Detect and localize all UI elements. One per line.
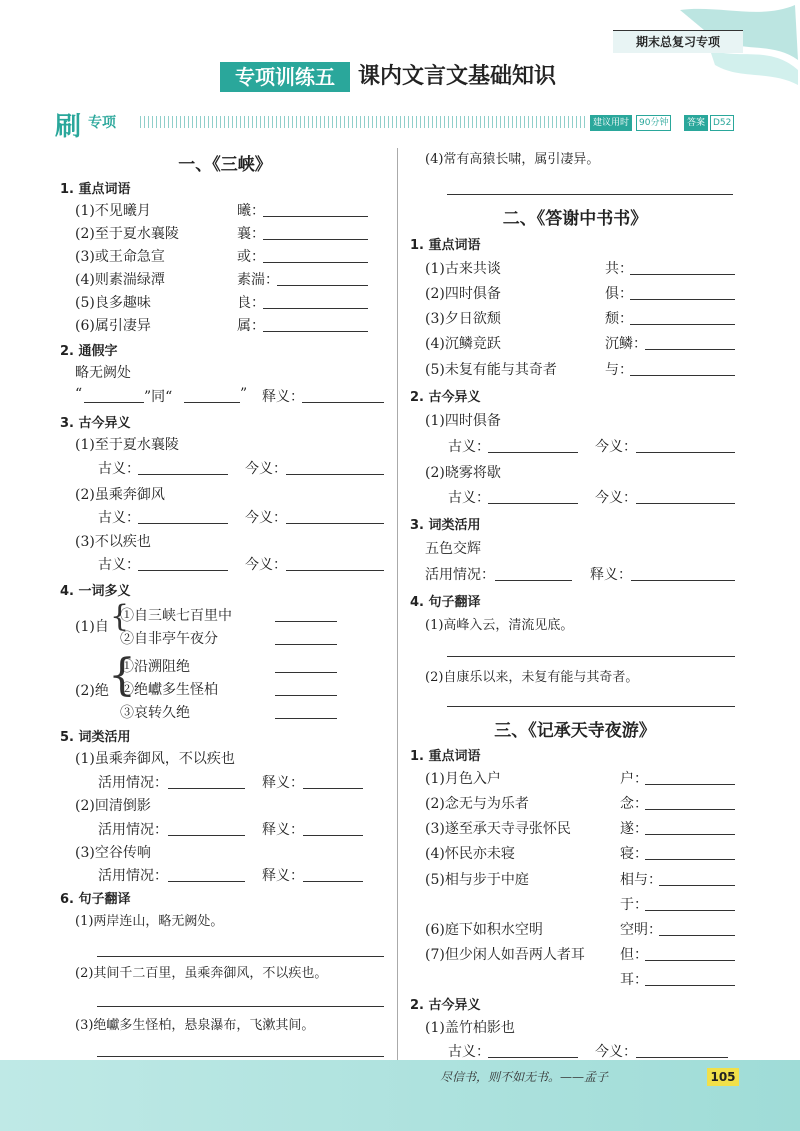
answer-line[interactable] (184, 402, 240, 403)
answer-line[interactable] (636, 452, 735, 453)
fanyi-question: (1)高峰入云，清流见底。 (425, 618, 574, 633)
word-key: 俱： (605, 286, 633, 302)
word-key: 于： (620, 897, 648, 913)
answer-line[interactable] (263, 239, 368, 240)
word-key: 户： (620, 771, 648, 787)
yici-item: ②绝巘多生怪柏 (120, 682, 218, 698)
yici-item: ①自三峡七百里中 (120, 608, 232, 624)
heading-gujin: 2. 古今异义 (410, 390, 481, 405)
footer-bar (0, 1060, 800, 1131)
answer-line[interactable] (97, 1006, 384, 1007)
word-key: 耳： (620, 972, 648, 988)
word-key: 或： (237, 249, 265, 265)
huoyong-question: (3)空谷传响 (75, 845, 151, 861)
answer-line[interactable] (168, 881, 245, 882)
yici-item: ③哀转久绝 (120, 705, 190, 721)
jin-label: 今义： (595, 1044, 637, 1060)
huoyong-sentence: 五色交辉 (425, 541, 481, 557)
word-key: 素湍： (237, 272, 279, 288)
answer-line[interactable] (630, 274, 735, 275)
answer-line[interactable] (636, 503, 735, 504)
word-question: (3)遂至承天寺寻张怀民 (425, 821, 571, 837)
brace: { (108, 650, 136, 701)
heading-key-words: 1. 重点词语 (410, 238, 481, 253)
shiyi-label: 释义： (262, 775, 304, 791)
answer-line[interactable] (636, 1057, 728, 1058)
page-title: 课内文言文基础知识 (358, 64, 557, 89)
answer-line[interactable] (97, 956, 384, 957)
answer-line[interactable] (645, 784, 735, 785)
answer-line[interactable] (631, 580, 735, 581)
answer-line[interactable] (263, 262, 368, 263)
heading-huoyong: 3. 词类活用 (410, 518, 481, 533)
word-question: (3)夕日欲颓 (425, 311, 501, 327)
word-key: 与： (605, 362, 633, 378)
jin-label: 今义： (245, 557, 287, 573)
heading-key-words: 1. 重点词语 (410, 749, 481, 764)
answer-line[interactable] (275, 672, 337, 673)
time-value: 90分钟 (636, 115, 671, 131)
huoyong-question: (2)回清倒影 (75, 798, 151, 814)
yici-label: (1)自 (75, 619, 109, 635)
brush-subtitle: 专项 (88, 115, 116, 131)
huoyong-qk-label: 活用情况： (425, 567, 495, 583)
fanyi-question: (4)常有高猿长啸，属引凄异。 (425, 152, 600, 167)
tongjia-sentence: 略无阙处 (75, 365, 131, 381)
gu-label: 古义： (98, 461, 140, 477)
answer-line[interactable] (630, 299, 735, 300)
answer-line[interactable] (275, 644, 337, 645)
fanyi-question: (2)自康乐以来，未复有能与其奇者。 (425, 670, 639, 685)
word-question: (2)四时俱备 (425, 286, 501, 302)
gujin-question: (3)不以疾也 (75, 534, 151, 550)
answer-line[interactable] (645, 349, 735, 350)
answer-line[interactable] (447, 656, 735, 657)
gujin-question: (1)盖竹柏影也 (425, 1020, 515, 1036)
answer-line[interactable] (488, 452, 578, 453)
answer-line[interactable] (645, 985, 735, 986)
page-number: 105 (707, 1068, 739, 1086)
word-key: 寝： (620, 846, 648, 862)
word-question: (4)沉鳞竞跃 (425, 336, 501, 352)
word-question: (6)属引凄异 (75, 318, 151, 334)
answer-page: D52 (710, 115, 734, 131)
jin-label: 今义： (595, 439, 637, 455)
word-question: (4)则素湍绿潭 (75, 272, 165, 288)
word-key: 曦： (237, 203, 265, 219)
answer-line[interactable] (447, 194, 733, 195)
heading-gujin: 2. 古今异义 (410, 998, 481, 1013)
answer-line[interactable] (495, 580, 572, 581)
shiyi-label: 释义： (262, 868, 304, 884)
answer-line[interactable] (97, 1056, 384, 1057)
word-question: (1)古来共谈 (425, 261, 501, 277)
header-tag: 期末总复习专项 (613, 30, 743, 53)
answer-line[interactable] (659, 935, 735, 936)
word-key: 共： (605, 261, 633, 277)
answer-line[interactable] (277, 285, 368, 286)
word-question: (3)或王命急宣 (75, 249, 165, 265)
close-quote: ” (240, 386, 248, 402)
answer-line[interactable] (447, 706, 735, 707)
heading-fanyi: 6. 句子翻译 (60, 892, 131, 907)
column-divider (397, 148, 398, 1060)
heading-gujin: 3. 古今异义 (60, 416, 131, 431)
answer-line[interactable] (263, 331, 368, 332)
gu-label: 古义： (98, 510, 140, 526)
heading-yici-duoyi: 4. 一词多义 (60, 584, 131, 599)
answer-line[interactable] (302, 402, 384, 403)
answer-line[interactable] (275, 695, 337, 696)
answer-line[interactable] (303, 835, 363, 836)
answer-line[interactable] (263, 308, 368, 309)
word-question: (1)月色入户 (425, 771, 501, 787)
word-question: (2)至于夏水襄陵 (75, 226, 179, 242)
word-question: (7)但少闲人如吾两人者耳 (425, 947, 585, 963)
shiyi-label: 释义： (262, 822, 304, 838)
jin-label: 今义： (245, 510, 287, 526)
word-key: 襄： (237, 226, 265, 242)
huoyong-qk-label: 活用情况： (98, 822, 168, 838)
answer-line[interactable] (275, 621, 337, 622)
word-question: (5)良多趣味 (75, 295, 151, 311)
huoyong-question: (1)虽乘奔御风，不以疾也 (75, 751, 235, 767)
answer-line[interactable] (168, 835, 245, 836)
fanyi-question: (3)绝巘多生怪柏，悬泉瀑布，飞漱其间。 (75, 1018, 315, 1033)
heading-key-words: 1. 重点词语 (60, 182, 131, 197)
jin-label: 今义： (595, 490, 637, 506)
word-key: 遂： (620, 821, 648, 837)
answer-line[interactable] (488, 503, 578, 504)
gu-label: 古义： (448, 1044, 490, 1060)
footer-quote: 尽信书，则不如无书。——孟子 (440, 1070, 609, 1084)
gujin-question: (1)至于夏水襄陵 (75, 437, 179, 453)
answer-line[interactable] (84, 402, 144, 403)
jin-label: 今义： (245, 461, 287, 477)
answer-line[interactable] (645, 910, 735, 911)
answer-line[interactable] (645, 834, 735, 835)
fanyi-question: (2)其间千二百里，虽乘奔御风，不以疾也。 (75, 966, 328, 981)
section-title-chengtiansi: 三、《记承天寺夜游》 (494, 721, 656, 741)
answer-line[interactable] (275, 718, 337, 719)
word-question: (5)相与步于中庭 (425, 872, 529, 888)
gu-label: 古义： (448, 439, 490, 455)
section-title-sanxia: 一、《三峡》 (178, 155, 272, 175)
answer-line[interactable] (286, 570, 384, 571)
word-key: 相与： (620, 872, 662, 888)
word-question: (1)不见曦月 (75, 203, 151, 219)
word-key: 但： (620, 947, 648, 963)
answer-line[interactable] (630, 324, 735, 325)
huoyong-qk-label: 活用情况： (98, 775, 168, 791)
title-badge: 专项训练五 (220, 62, 350, 92)
gujin-question: (2)晓雾将歇 (425, 465, 501, 481)
shiyi-label: 释义： (590, 567, 632, 583)
gu-label: 古义： (448, 490, 490, 506)
gu-label: 古义： (98, 557, 140, 573)
answer-label: 答案 (684, 115, 708, 131)
yici-label: (2)绝 (75, 683, 109, 699)
answer-line[interactable] (168, 788, 245, 789)
brush-logo: 刷 (55, 112, 82, 142)
word-key: 沉鳞： (605, 336, 647, 352)
answer-line[interactable] (138, 570, 228, 571)
word-key: 颓： (605, 311, 633, 327)
brace: { (110, 599, 130, 634)
answer-line[interactable] (138, 474, 228, 475)
answer-line[interactable] (138, 523, 228, 524)
huoyong-qk-label: 活用情况： (98, 868, 168, 884)
word-key: 念： (620, 796, 648, 812)
gujin-question: (1)四时俱备 (425, 413, 501, 429)
answer-line[interactable] (263, 216, 368, 217)
answer-line[interactable] (645, 809, 735, 810)
word-question: (5)未复有能与其奇者 (425, 362, 557, 378)
heading-fanyi: 4. 句子翻译 (410, 595, 481, 610)
answer-line[interactable] (645, 960, 735, 961)
word-question: (2)念无与为乐者 (425, 796, 529, 812)
answer-line[interactable] (286, 474, 384, 475)
answer-line[interactable] (488, 1057, 578, 1058)
gujin-question: (2)虽乘奔御风 (75, 487, 165, 503)
heading-tongjiazi: 2. 通假字 (60, 344, 118, 359)
hatch-divider (140, 116, 585, 128)
section-title-daxie: 二、《答谢中书书》 (502, 209, 648, 229)
shiyi-label: 释义： (262, 389, 304, 405)
answer-line[interactable] (645, 859, 735, 860)
answer-line[interactable] (303, 788, 363, 789)
answer-line[interactable] (303, 881, 363, 882)
tong-label: ”同“ (144, 389, 173, 405)
word-question: (4)怀民亦未寝 (425, 846, 515, 862)
time-label: 建议用时 (590, 115, 632, 131)
word-question: (6)庭下如积水空明 (425, 922, 543, 938)
heading-huoyong: 5. 词类活用 (60, 730, 131, 745)
word-key: 属： (237, 318, 265, 334)
word-key: 空明： (620, 922, 662, 938)
open-quote: “ (75, 386, 83, 402)
word-key: 良： (237, 295, 265, 311)
fanyi-question: (1)两岸连山，略无阙处。 (75, 914, 224, 929)
yici-item: ①沿溯阻绝 (120, 659, 190, 675)
answer-line[interactable] (630, 375, 735, 376)
yici-item: ②自非亭午夜分 (120, 631, 218, 647)
answer-line[interactable] (286, 523, 384, 524)
answer-line[interactable] (659, 885, 735, 886)
